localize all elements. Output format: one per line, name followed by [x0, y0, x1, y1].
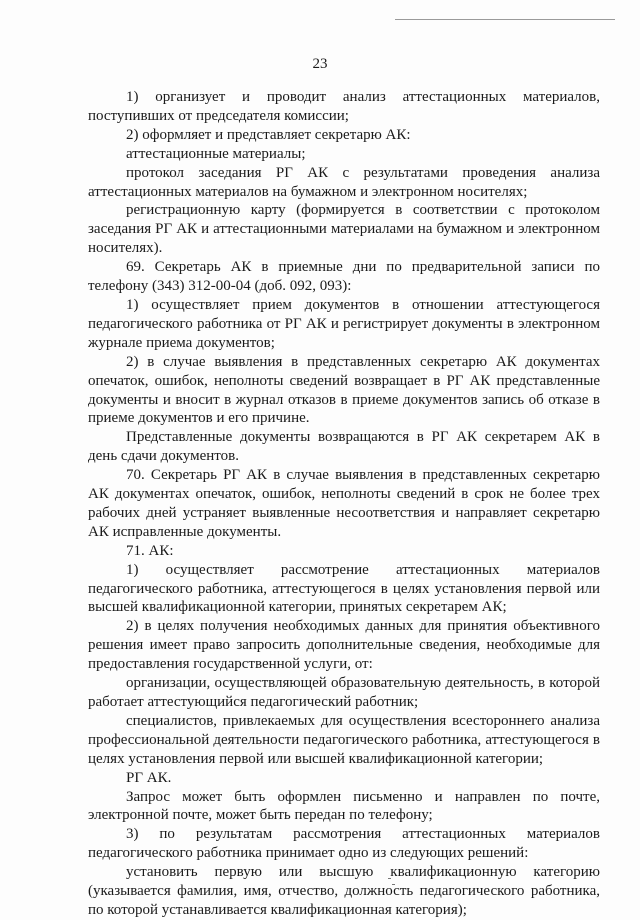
paragraph-request: Запрос может быть оформлен письменно и направлен по почте, электронной почте, может быть передан по телефону;	[88, 788, 600, 824]
paragraph-organization: организации, осуществляющей образовательную деятельность, в которой работает аттестующийся педагогический работник;	[88, 675, 600, 710]
paragraph-commission-analysis: 1) организует и проводит анализ аттестационных материалов, поступивших от председателя комиссии;	[88, 89, 600, 124]
paragraph-69-2: 2) в случае выявления в представленных секретарю АК документах опечаток, ошибок, неполноты сведений возвращает в РГ АК представленные документы и вносит в журнал отказов в приеме документов запись об отказе в приеме документов и его причине.	[88, 353, 600, 427]
paragraph-69-1: 1) осуществляет прием документов в отношении аттестующегося педагогического работника от РГ АК и регистрирует документы в электронном журнале приема документов;	[88, 296, 600, 351]
paragraph-70: 70. Секретарь РГ АК в случае выявления в представленных секретарю АК документах опечаток, ошибок, неполноты сведений в срок не более трех рабочих дней устраняет выявленные несоответствия и направляет секретарю АК исправленные документы.	[88, 467, 600, 540]
paragraph-71-1: 1) осуществляет рассмотрение аттестационных материалов педагогического работника, аттестующегося в целях установления первой или высшей квалификационной категории, принятых секретарем АК;	[88, 561, 600, 616]
page-number: 23	[312, 56, 328, 72]
paragraph-registration-card: регистрационную карту (формируется в соответствии с протоколом заседания РГ АК и аттестационными материалами на бумажном и электронном носителях).	[88, 202, 600, 257]
paragraph-71: 71. АК:	[126, 542, 174, 559]
document-body	[88, 88, 600, 920]
paragraph-specialists: специалистов, привлекаемых для осуществления всестороннего анализа профессиональной деятельности педагогического работника, аттестующегося в целях установления первой или высшей квалификационной категории;	[88, 712, 600, 767]
paragraph-documents-returned: Представленные документы возвращаются в РГ АК секретарем АК в день сдачи документов.	[88, 429, 600, 465]
scan-artifact-line	[395, 19, 615, 20]
paragraph-rg-ak: РГ АК.	[126, 769, 172, 786]
paragraph-69: 69. Секретарь АК в приемные дни по предварительной записи по телефону (343) 312-00-04 (доб. 092, 093):	[88, 259, 600, 295]
paragraph-submit-to-secretary: 2) оформляет и представляет секретарю АК:	[126, 126, 411, 143]
paragraph-protocol: протокол заседания РГ АК с результатами проведения анализа аттестационных материалов на бумажном и электронном носителях;	[88, 164, 600, 200]
paragraph-establish-category: установить первую или высшую квалификационную категорию (указывается фамилия, имя, отчество, должность педагогического работника, по которой устанавливается квалификационная категория);	[88, 864, 600, 918]
paragraph-71-3: 3) по результатам рассмотрения аттестационных материалов педагогического работника принимает одно из следующих решений:	[88, 826, 600, 862]
paragraph-attestation-materials: аттестационные материалы;	[126, 145, 306, 162]
paragraph-71-2: 2) в целях получения необходимых данных для принятия объективного решения имеет право запросить дополнительные сведения, необходимые для предоставления государственной услуги, от:	[88, 618, 600, 673]
